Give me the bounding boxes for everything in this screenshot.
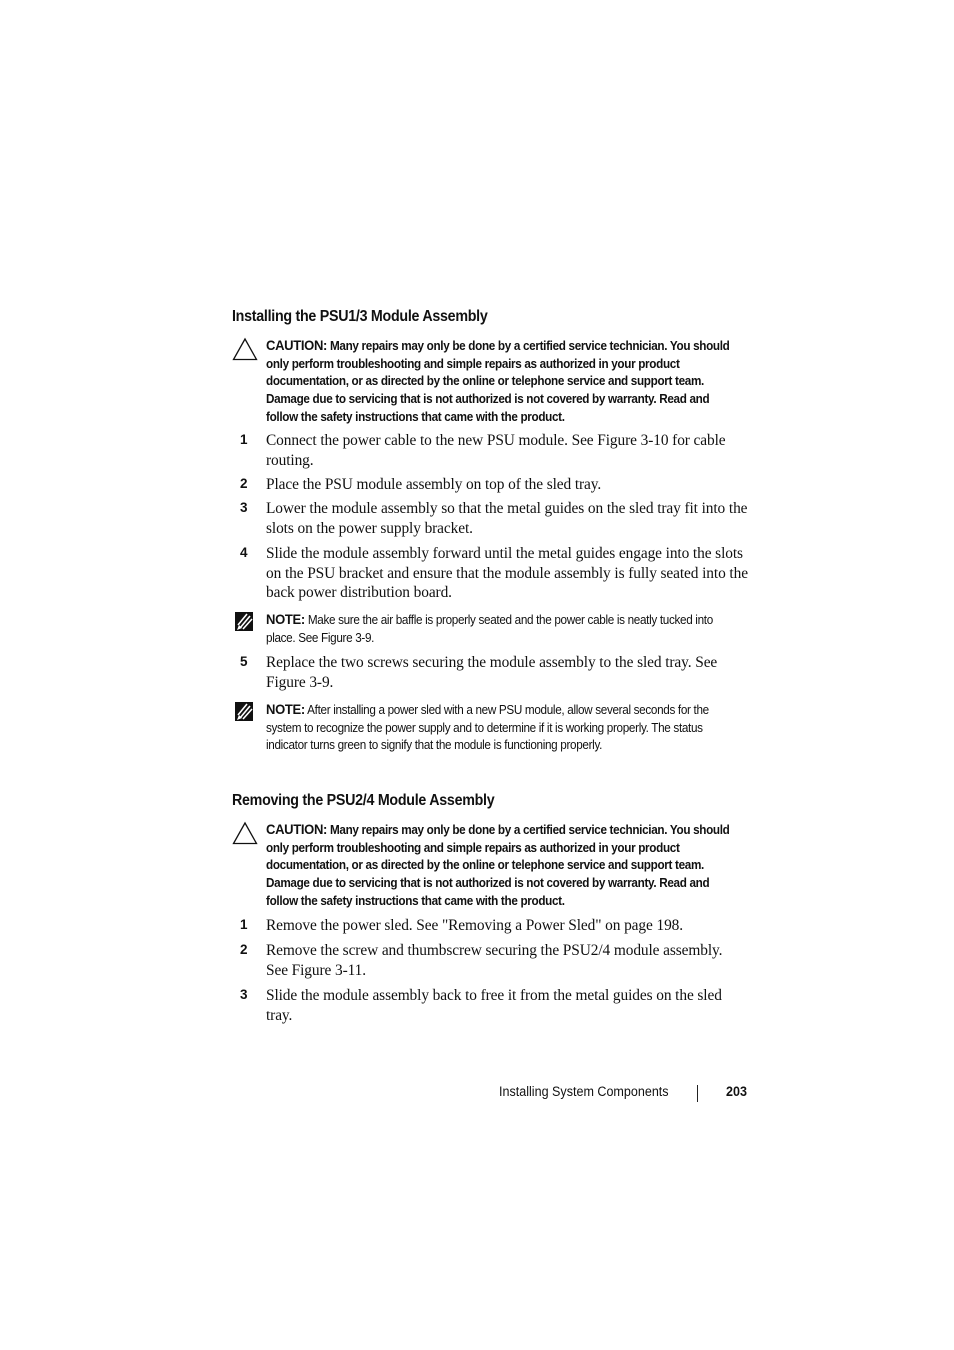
- step-number: 3: [240, 500, 248, 515]
- note-text: Make sure the air baffle is properly seated and the power cable is neatly tucked into place. See Figure 3-9.: [266, 613, 713, 645]
- step-text: Remove the screw and thumbscrew securing the PSU2/4 module assembly. See Figure 3-11.: [266, 942, 723, 979]
- caution-triangle-icon: [232, 821, 258, 845]
- caution-notice: [232, 337, 752, 427]
- step-number: 4: [240, 545, 248, 560]
- footer-divider: [697, 1085, 698, 1102]
- step-number: 2: [240, 476, 248, 491]
- step-text: Slide the module assembly back to free it from the metal guides on the sled tray.: [266, 987, 722, 1024]
- note-label: NOTE:: [266, 611, 305, 627]
- step-text: Replace the two screws securing the module assembly to the sled tray. See Figure 3-9.: [266, 654, 718, 691]
- step-text: Lower the module assembly so that the metal guides on the sled tray fit into the slots on the power supply bracket.: [266, 500, 748, 537]
- caution-text: Many repairs may only be done by a certified service technician. You should only perform troubleshooting and simple repairs as authorized in your product documentation, or as directed by the online or telephone service and support team. Damage due to servicing that is not authorized is not covered by warranty. Read and follow the safety instructions that came with the product.: [266, 823, 730, 908]
- step-text: Slide the module assembly forward until the metal guides engage into the slots on the PSU bracket and ensure that the module assembly is fully seated into the back power distribution board.: [266, 545, 748, 601]
- step-number: 2: [240, 942, 248, 957]
- section-heading-removing-psu24: Removing the PSU2/4 Module Assembly: [232, 792, 495, 809]
- step-text: Place the PSU module assembly on top of the sled tray.: [266, 476, 602, 493]
- note-pencil-icon: [232, 701, 258, 725]
- caution-notice: [232, 821, 752, 911]
- step-number: 3: [240, 987, 248, 1002]
- step-number: 5: [240, 654, 248, 669]
- step-number: 1: [240, 917, 248, 932]
- note-pencil-icon: [232, 611, 258, 635]
- section-heading-installing-psu13: Installing the PSU1/3 Module Assembly: [232, 308, 488, 325]
- caution-label: CAUTION:: [266, 337, 328, 353]
- footer-chapter-title: Installing System Components: [499, 1084, 669, 1099]
- note-notice: [232, 611, 752, 651]
- caution-text: Many repairs may only be done by a certified service technician. You should only perform troubleshooting and simple repairs as authorized in your product documentation, or as directed by the online or telephone service and support team. Damage due to servicing that is not authorized is not covered by warranty. Read and follow the safety instructions that came with the product.: [266, 339, 730, 424]
- note-label: NOTE:: [266, 701, 305, 717]
- step-text: Remove the power sled. See "Removing a Power Sled" on page 198.: [266, 917, 684, 934]
- step-number: 1: [240, 432, 248, 447]
- page-number: 203: [726, 1084, 747, 1099]
- note-notice: [232, 701, 752, 776]
- note-text: After installing a power sled with a new PSU module, allow several seconds for the system to recognize the power supply and to determine if it is working properly. The status indicator turns green to signify that the module is functioning properly.: [266, 703, 709, 753]
- caution-label: CAUTION:: [266, 821, 328, 837]
- caution-triangle-icon: [232, 337, 258, 361]
- step-text: Connect the power cable to the new PSU module. See Figure 3-10 for cable routing.: [266, 432, 726, 469]
